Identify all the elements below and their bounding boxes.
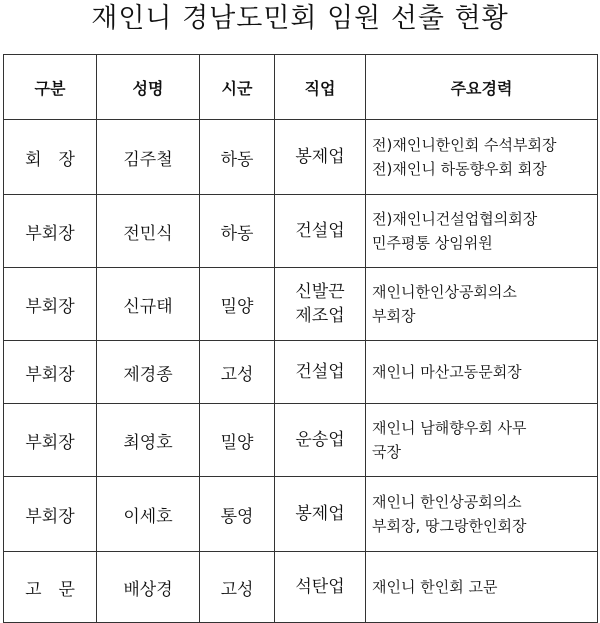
career-cell [366,404,598,477]
name-cell: 김주철 [97,120,200,195]
career-line: 부회장 [372,307,416,325]
occupation-line: 건설업 [295,362,345,382]
city-cell: 고성 [200,341,275,404]
division-cell: 회 장 [4,120,97,195]
occupation-cell [275,477,366,552]
occupation-line: 운송업 [295,430,345,450]
career-line: 재인니 남해향우회 사무 [372,419,527,437]
city-cell: 하동 [200,120,275,195]
table-row [4,552,598,623]
occupation-cell [275,120,366,195]
occupation-line: 제조업 [295,306,345,326]
occupation-cell [275,404,366,477]
career-line: 국장 [372,443,401,461]
table-row [4,404,598,477]
career-line: 민주평통 상임위원 [372,234,493,252]
career-line: 재인니 한인상공회의소 [372,493,522,511]
table-header-row [4,55,598,120]
table-row [4,268,598,341]
occupation-line: 봉제업 [295,147,345,167]
table-row [4,120,598,195]
career-cell [366,477,598,552]
table-row [4,341,598,404]
career-line: 재인니 마산고동문회장 [372,363,522,381]
header-division: 구분 [4,55,97,120]
officer-table [3,54,598,623]
career-cell [366,268,598,341]
career-line: 전)재인니한인회 수석부회장 [372,136,557,154]
occupation-line: 건설업 [295,221,345,241]
career-line: 재인니 한인회 고문 [372,578,498,596]
city-cell: 밀양 [200,268,275,341]
career-cell [366,120,598,195]
division-cell: 부회장 [4,477,97,552]
page-title: 재인니 경남도민회 임원 선출 현황 [91,3,509,34]
career-cell [366,341,598,404]
city-cell: 하동 [200,195,275,268]
city-cell: 통영 [200,477,275,552]
header-city: 시군 [200,55,275,120]
city-cell: 고성 [200,552,275,623]
career-line: 부회장, 땅그랑한인회장 [372,517,527,535]
career-cell [366,195,598,268]
occupation-cell [275,552,366,623]
division-cell: 고 문 [4,552,97,623]
occupation-line: 석탄업 [295,577,345,597]
division-cell: 부회장 [4,195,97,268]
name-cell: 신규태 [97,268,200,341]
division-cell: 부회장 [4,341,97,404]
career-cell [366,552,598,623]
career-line: 재인니한인상공회의소 [372,283,517,301]
division-cell: 부회장 [4,404,97,477]
table-row [4,477,598,552]
occupation-cell [275,195,366,268]
occupation-line: 신발끈 [295,282,345,302]
header-occupation: 직업 [275,55,366,120]
occupation-cell [275,341,366,404]
name-cell: 배상경 [97,552,200,623]
name-cell: 이세호 [97,477,200,552]
occupation-cell [275,268,366,341]
header-career: 주요경력 [366,55,598,120]
division-cell: 부회장 [4,268,97,341]
table-row [4,195,598,268]
name-cell: 전민식 [97,195,200,268]
name-cell: 제경종 [97,341,200,404]
name-cell: 최영호 [97,404,200,477]
header-name: 성명 [97,55,200,120]
career-line: 전)재인니건설업협의회장 [372,210,538,228]
career-line: 전)재인니 하동향우회 회장 [372,160,547,178]
occupation-line: 봉제업 [295,504,345,524]
city-cell: 밀양 [200,404,275,477]
